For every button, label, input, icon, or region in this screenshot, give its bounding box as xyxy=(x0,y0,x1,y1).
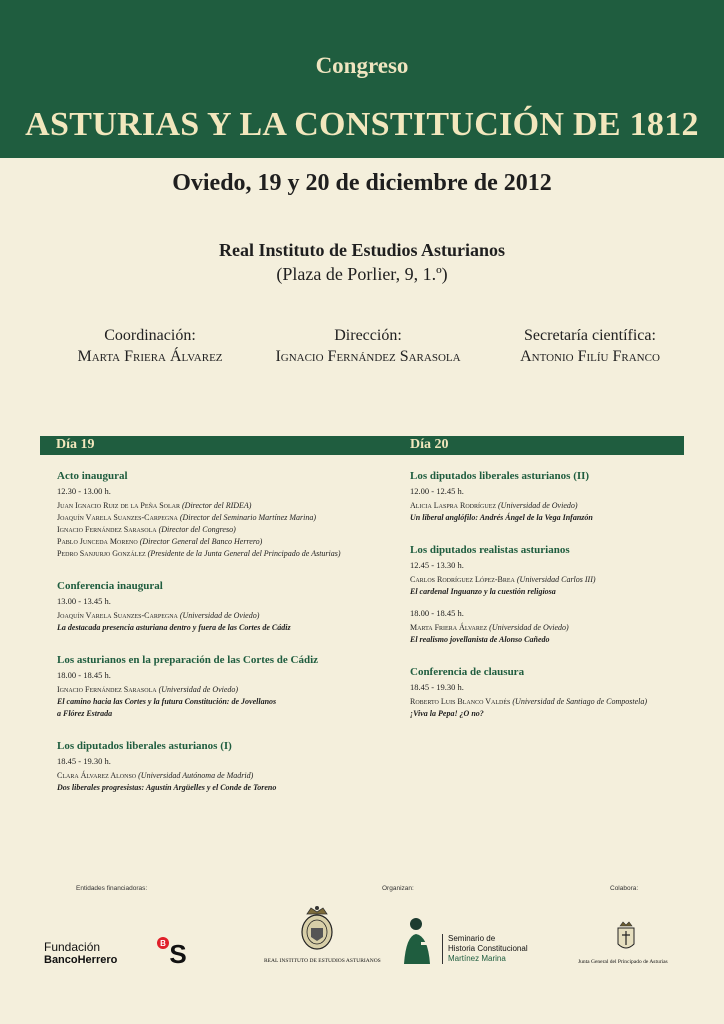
speaker-name: Roberto Luis Blanco Valdés xyxy=(410,697,511,706)
funders-label: Entidades financiadoras: xyxy=(76,885,148,892)
speaker-name: Clara Álvarez Alonso xyxy=(57,771,137,780)
speaker-role: (Director del Congreso) xyxy=(158,525,236,534)
speaker-line xyxy=(57,770,357,782)
session-time: 13.00 - 13.45 h. xyxy=(57,596,111,606)
session-acto-inaugural xyxy=(57,470,357,560)
svg-text:S: S xyxy=(169,939,187,966)
page-title: ASTURIAS Y LA CONSTITUCIÓN DE 1812 xyxy=(25,106,699,143)
seminario-line2: Historia Constitucional xyxy=(448,944,528,953)
speaker-role: (Universidad de Santiago de Compostela) xyxy=(512,697,648,706)
talk-title-cont: a Flórez Estrada xyxy=(57,709,113,718)
speaker-name: Ignacio Fernández Sarasola xyxy=(57,685,157,694)
speaker-line xyxy=(57,684,357,696)
session-preparacion-cortes xyxy=(57,654,357,720)
session-time: 18.45 - 19.30 h. xyxy=(57,756,111,766)
session-time: 18.00 - 18.45 h. xyxy=(57,670,111,680)
day20-label: Día 20 xyxy=(410,437,449,452)
day19-label: Día 19 xyxy=(56,437,95,452)
session-title: Los diputados realistas asturianos xyxy=(410,544,570,556)
speaker-role: (Universidad Autónoma de Madrid) xyxy=(138,771,254,780)
speaker-line xyxy=(410,500,700,512)
svg-text:B: B xyxy=(160,939,166,948)
session-title: Conferencia de clausura xyxy=(410,666,525,678)
direction-name: Ignacio Fernández Sarasola xyxy=(275,348,461,365)
talk-title: El realismo jovellanista de Alonso Cañedo xyxy=(410,635,550,644)
session-conferencia-inaugural xyxy=(57,580,357,634)
speaker-name: Joaquín Varela Suanzes-Carpegna xyxy=(57,513,178,522)
talk-title: Dos liberales progresistas: Agustín Argüelles y el Conde de Toreno xyxy=(57,783,277,792)
direction-role: Dirección: xyxy=(334,327,402,344)
speaker-line xyxy=(57,524,357,536)
bank-logo-icon xyxy=(156,936,192,971)
speaker-role: (Universidad Carlos III) xyxy=(516,575,596,584)
day20-column xyxy=(410,470,700,734)
speaker-line xyxy=(410,574,700,586)
seminario-divider xyxy=(442,934,443,964)
event-dates: Oviedo, 19 y 20 de diciembre de 2012 xyxy=(172,170,552,196)
speaker-name: Pablo Junceda Moreno xyxy=(57,537,138,546)
speaker-role: (Universidad de Oviedo) xyxy=(498,501,578,510)
speaker-name: Joaquín Varela Suanzes-Carpegna xyxy=(57,611,178,620)
junta-crest-icon xyxy=(614,920,638,959)
venue-name: Real Instituto de Estudios Asturianos xyxy=(218,240,506,260)
session-time: 12.30 - 13.00 h. xyxy=(57,486,111,496)
session-liberales-1 xyxy=(57,740,357,794)
seminario-line1: Seminario de xyxy=(448,934,496,943)
header-kicker: Congreso xyxy=(315,53,409,78)
speaker-role: (Universidad de Oviedo) xyxy=(489,623,569,632)
ridea-caption: REAL INSTITUTO DE ESTUDIOS ASTURIANOS xyxy=(264,958,381,964)
session-title: Conferencia inaugural xyxy=(57,580,163,592)
speaker-line xyxy=(57,500,357,512)
venue-address: (Plaza de Porlier, 9, 1.º) xyxy=(276,264,448,284)
junta-caption: Junta General del Principado de Asturias xyxy=(578,959,668,965)
secretary-name: Antonio Filíu Franco xyxy=(520,348,660,365)
speaker-role: (Director General del Banco Herrero) xyxy=(139,537,263,546)
coordination-role: Coordinación: xyxy=(104,327,196,344)
session-time: 18.00 - 18.45 h. xyxy=(410,608,464,618)
speaker-line xyxy=(410,696,700,708)
speaker-role: (Universidad de Oviedo) xyxy=(179,611,260,620)
speaker-name: Ignacio Fernández Sarasola xyxy=(57,525,157,534)
session-time: 18.45 - 19.30 h. xyxy=(410,682,464,692)
collab-label: Colabora: xyxy=(610,885,639,892)
talk-title: ¡Viva la Pepa! ¿O no? xyxy=(410,709,484,718)
speaker-role: (Director del RIDEA) xyxy=(182,501,252,510)
coordination-name: Marta Friera Álvarez xyxy=(77,348,223,365)
ridea-crest-icon xyxy=(299,904,335,957)
talk-title: La destacada presencia asturiana dentro y fuera de las Cortes de Cádiz xyxy=(57,623,291,632)
speaker-name: Alicia Laspra Rodríguez xyxy=(410,501,496,510)
speaker-name: Juan Ignacio Ruiz de la Peña Solar xyxy=(57,501,180,510)
header-banner xyxy=(0,0,724,158)
talk-title: Un liberal anglófilo: Andrés Ángel de la Vega Infanzón xyxy=(410,513,593,522)
speaker-role: (Director del Seminario Martínez Marina) xyxy=(179,513,316,522)
session-title: Los asturianos en la preparación de las Cortes de Cádiz xyxy=(57,654,319,666)
seminario-line3: Martínez Marina xyxy=(448,954,506,963)
fundacion-label: Fundación xyxy=(44,940,101,954)
speaker-name: Carlos Rodríguez López-Brea xyxy=(410,575,515,584)
secretary-role: Secretaría científica: xyxy=(524,327,656,344)
speaker-line xyxy=(57,548,357,560)
speaker-line xyxy=(57,512,357,524)
day19-column xyxy=(57,470,357,808)
session-time: 12.00 - 12.45 h. xyxy=(410,486,464,496)
session-clausura xyxy=(410,666,700,720)
session-realistas xyxy=(410,544,700,646)
seminario-portrait-icon xyxy=(396,912,440,971)
session-time: 12.45 - 13.30 h. xyxy=(410,560,464,570)
talk-title: El cardenal Inguanzo y la cuestión religiosa xyxy=(410,587,556,596)
talk-title: El camino hacia las Cortes y la futura Constitución: de Jovellanos xyxy=(57,697,277,706)
session-title: Los diputados liberales asturianos (II) xyxy=(410,470,590,482)
organize-label: Organizan: xyxy=(382,885,414,892)
speaker-role: (Presidente de la Junta General del Principado de Asturias) xyxy=(147,549,341,558)
speaker-role: (Universidad de Oviedo) xyxy=(158,685,239,694)
bancoherrero-label: BancoHerrero xyxy=(44,954,118,966)
day-header-bar xyxy=(40,436,684,455)
speaker-name: Marta Friera Álvarez xyxy=(410,623,488,632)
speaker-line xyxy=(410,622,700,634)
speaker-name: Pedro Sanjurjo González xyxy=(57,549,146,558)
speaker-line xyxy=(57,536,357,548)
session-title: Acto inaugural xyxy=(57,470,128,482)
speaker-line xyxy=(57,610,357,622)
session-title: Los diputados liberales asturianos (I) xyxy=(57,740,232,752)
session-liberales-2 xyxy=(410,470,700,524)
